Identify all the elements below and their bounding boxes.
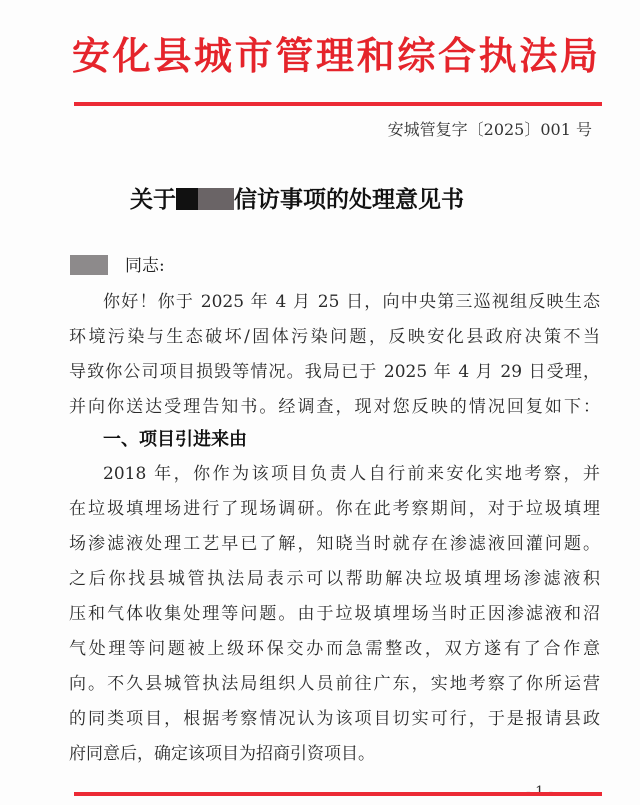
title-suffix: 信访事项的处理意见书 xyxy=(234,186,464,213)
header-red-rule xyxy=(74,102,602,106)
salutation xyxy=(70,252,165,280)
body-line: 向。不久县城管执法局组织人员前往广东，实地考察了你所运营 xyxy=(69,674,600,694)
body-line: 2018 年，你作为该项目负责人自行前来安化实地考察，并 xyxy=(103,464,600,484)
body-line: 府同意后，确定该项目为招商引资项目。 xyxy=(69,744,375,764)
body-line: 并向你送达受理告知书。经调查，现对您反映的情况回复如下： xyxy=(69,397,600,417)
redaction-block xyxy=(176,188,198,210)
body-line: 压和气体收集处理等问题。由于垃圾填埋场当时正因渗滤液和沼 xyxy=(69,604,600,624)
body-line: 之后你找县城管执法局表示可以帮助解决垃圾填埋场渗滤液积 xyxy=(69,569,600,589)
document-title xyxy=(130,182,464,218)
body-line: 的同类项目，根据考察情况认为该项目切实可行，于是报请县政 xyxy=(69,709,600,729)
title-prefix: 关于 xyxy=(130,186,176,213)
redaction-block xyxy=(198,188,234,210)
body-line: 环境污染与生态破坏/固体污染问题，反映安化县政府决策不当 xyxy=(69,327,600,347)
document-number: 安城管复字〔2025〕001 号 xyxy=(387,120,592,139)
issuing-authority-header: 安化县城市管理和综合执法局 xyxy=(72,33,598,78)
body-line: 场渗滤液处理工艺早已了解，知晓当时就存在渗滤液回灌问题。 xyxy=(69,534,600,554)
section-heading: 一、项目引进来由 xyxy=(103,429,247,450)
salutation-text: 同志: xyxy=(125,256,165,276)
footer-red-rule xyxy=(74,792,602,796)
redaction-block xyxy=(70,255,108,275)
body-line: 在垃圾填埋场进行了现场调研。你在此考察期间，对于垃圾填埋 xyxy=(69,499,600,519)
body-line: 你好！你于 2025 年 4 月 25 日，向中央第三巡视组反映生态 xyxy=(103,292,600,312)
body-line: 气处理等问题被上级环保交办而急需整改，双方遂有了合作意 xyxy=(69,639,600,659)
body-line: 导致你公司项目损毁等情况。我局已于 2025 年 4 月 29 日受理， xyxy=(69,362,600,382)
